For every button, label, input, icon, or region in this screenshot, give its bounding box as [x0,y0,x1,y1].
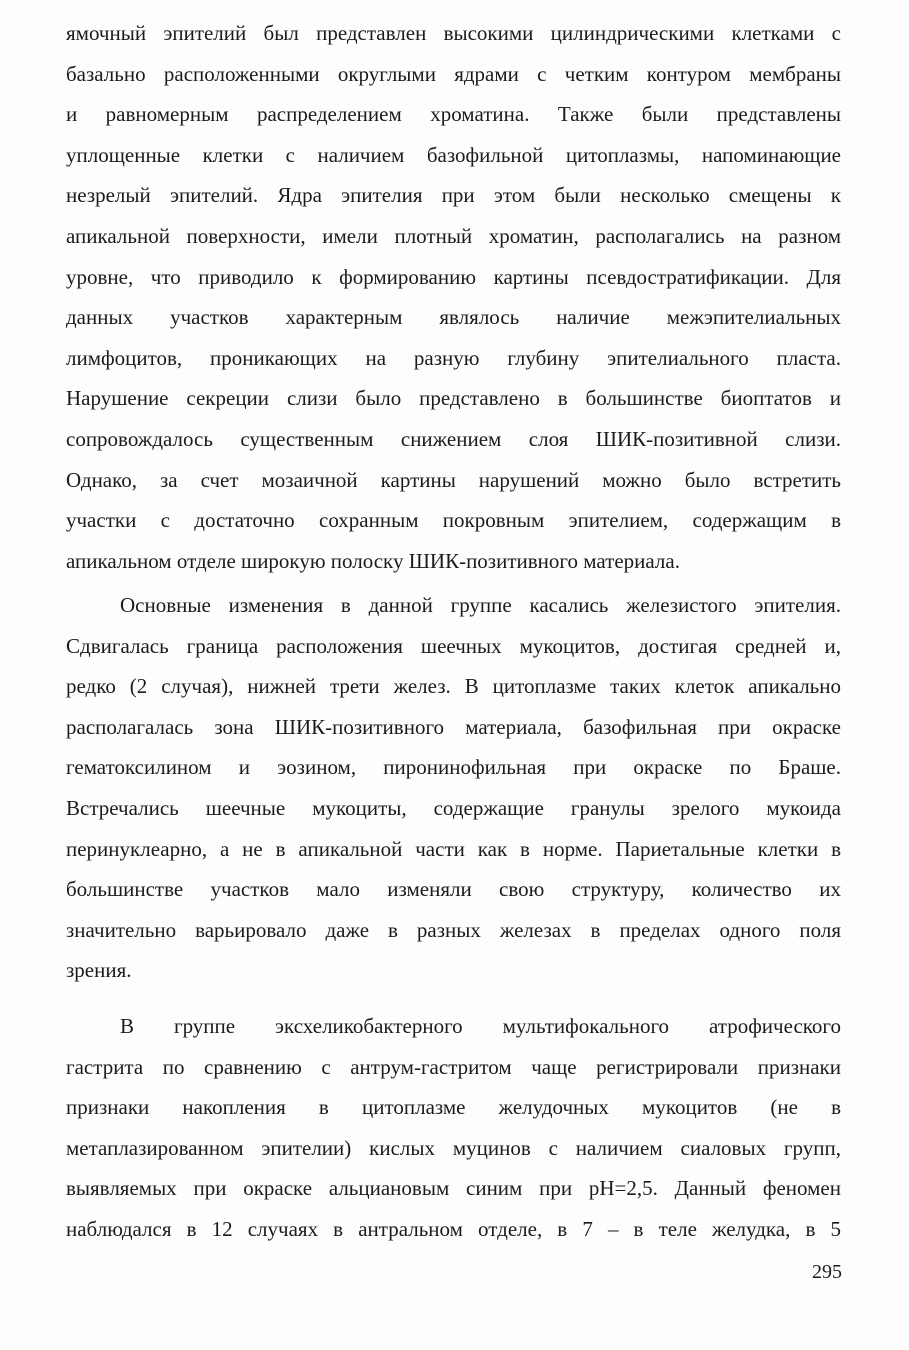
paragraph-glandular-epithelium [66,585,841,991]
text-line: апикальном отделе широкую полоску ШИК-позитивного материала. [66,548,680,573]
text-line: уровне, что приводило к формированию картины псевдостратификации. Для [66,264,841,289]
text-line: участки с достаточно сохранным покровным эпителием, содержащим в [66,508,841,533]
text-line: признаки накопления в цитоплазме желудочных мукоцитов (не в [66,1095,841,1120]
text-line: редко (2 случая), нижней трети желез. В цитоплазме таких клеток апикально [66,674,841,699]
text-line: гематоксилином и эозином, пиронинофильная при окраске по Браше. [66,755,841,780]
text-line: Нарушение секреции слизи было представлено в большинстве биоптатов и [66,386,841,411]
text-line: наблюдался в 12 случаях в антральном отделе, в 7 – в теле желудка, в 5 [66,1216,841,1241]
text-line: уплощенные клетки с наличием базофильной цитоплазмы, напоминающие [66,142,841,167]
text-line: располагалась зона ШИК-позитивного материала, базофильная при окраске [66,714,841,739]
text-line: сопровождалось существенным снижением слоя ШИК-позитивной слизи. [66,426,841,451]
text-line: апикальной поверхности, имели плотный хроматин, располагались на разном [66,223,841,248]
text-line: данных участков характерным являлось наличие межэпителиальных [66,305,841,330]
text-line: зрения. [66,958,132,983]
text-line: Основные изменения в данной группе касались железистого эпителия. [120,593,841,617]
text-line: гастрита по сравнению с антрум-гастритом чаще регистрировали признаки [66,1054,841,1079]
text-line: Сдвигалась граница расположения шеечных мукоцитов, достигая средней и, [66,633,841,658]
paragraph-gastritis-group [66,1006,841,1250]
text-line: базально расположенными округлыми ядрами с четким контуром мембраны [66,61,841,86]
text-line: В группе эксхеликобактерного мультифокального атрофического [120,1014,841,1038]
text-line: Однако, за счет мозаичной картины нарушений можно было встретить [66,467,841,492]
paragraph-epithelium [66,13,841,581]
text-line: метаплазированном эпителии) кислых муцинов с наличием сиаловых групп, [66,1135,841,1160]
text-line: и равномерным распределением хроматина. Также были представлены [66,102,841,127]
text-line: незрелый эпителий. Ядра эпителия при этом были несколько смещены к [66,183,841,208]
text-line: лимфоцитов, проникающих на разную глубину эпителиального пласта. [66,345,841,370]
text-line: перинуклеарно, а не в апикальной части как в норме. Париетальные клетки в [66,836,841,861]
text-line: выявляемых при окраске альциановым синим при pH=2,5. Данный феномен [66,1176,841,1201]
text-line: ямочный эпителий был представлен высокими цилиндрическими клетками с [66,21,841,45]
text-line: большинстве участков мало изменяли свою структуру, количество их [66,877,841,902]
text-line: Встречались шеечные мукоциты, содержащие гранулы зрелого мукоида [66,795,841,820]
text-line: значительно варьировало даже в разных железах в пределах одного поля [66,917,841,942]
page-number: 295 [812,1261,842,1283]
